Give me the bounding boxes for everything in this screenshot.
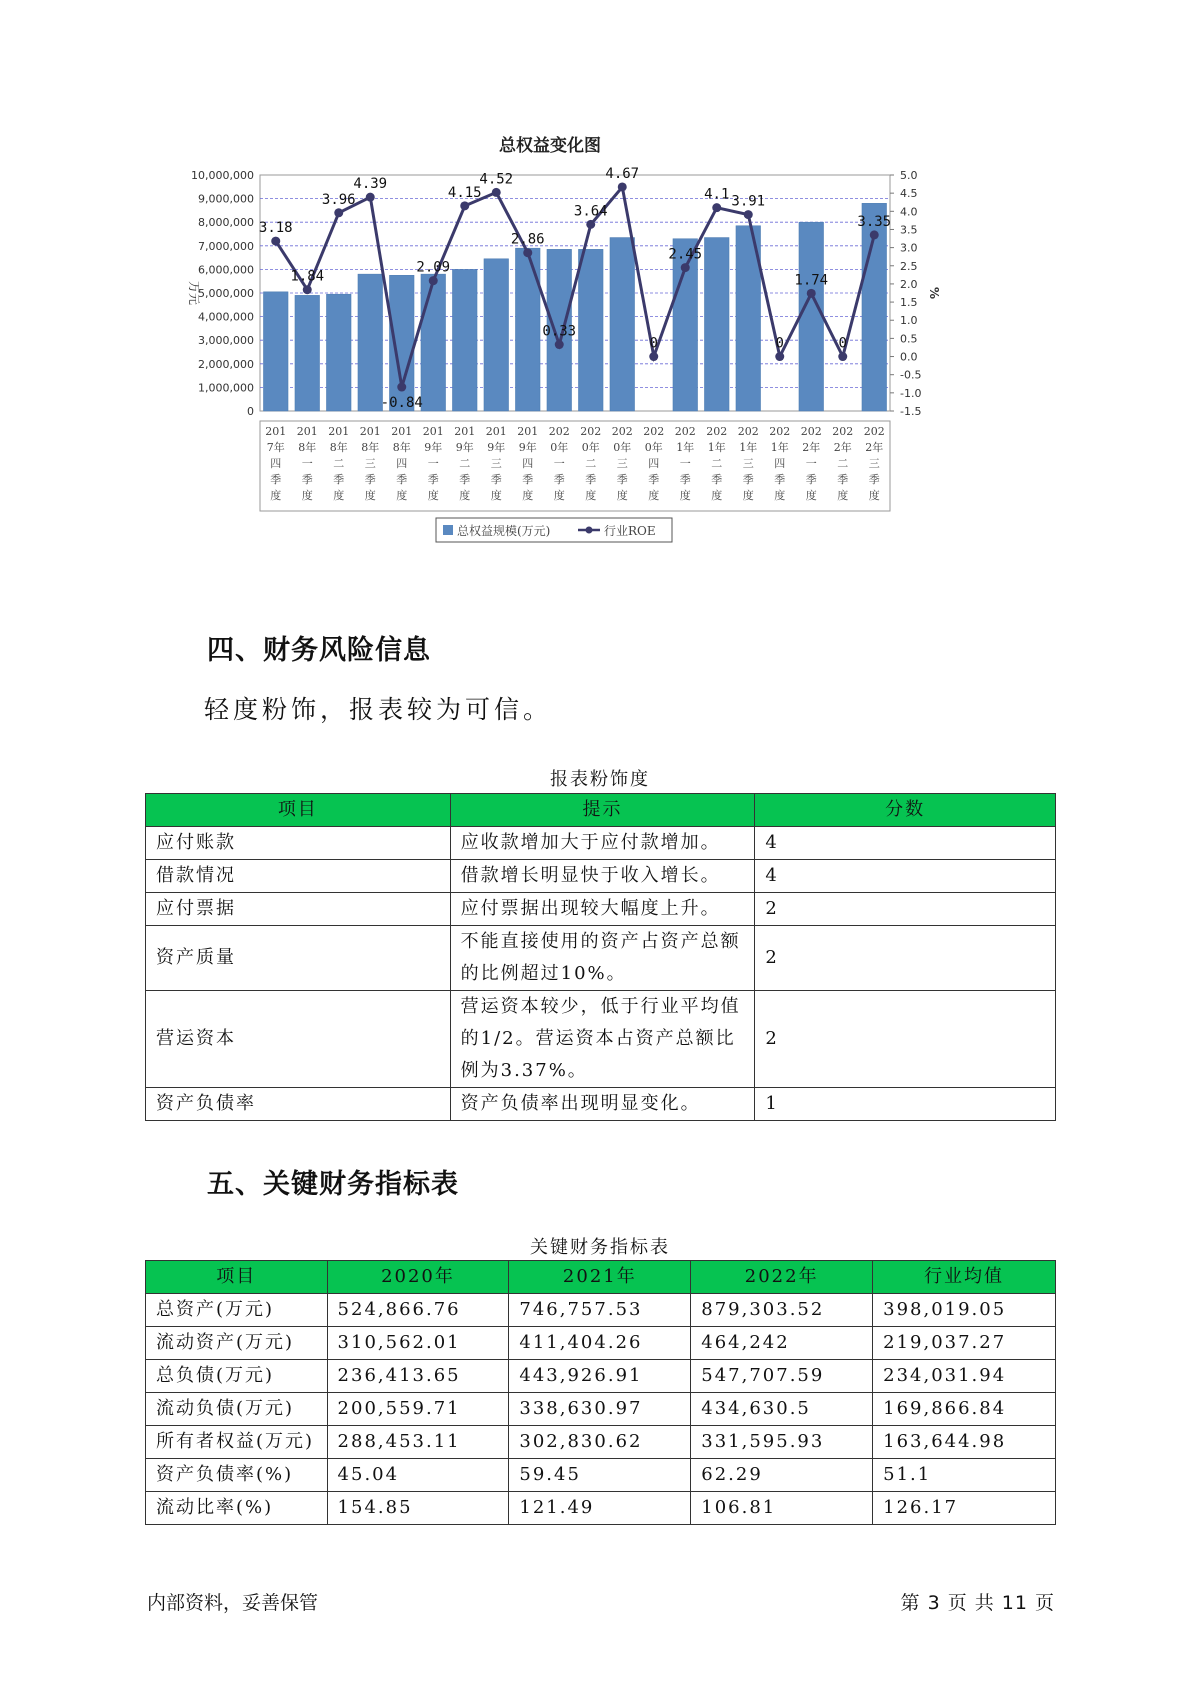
indicator-value: 121.49: [509, 1492, 691, 1525]
roe-point: [775, 352, 784, 361]
roe-point: [271, 237, 280, 246]
indicator-value: 310,562.01: [327, 1327, 509, 1360]
x-tick-label: 201 8年二季度: [328, 425, 350, 502]
risk-item: 应付票据: [146, 893, 451, 926]
x-tick-label: 201 7年四季度: [265, 425, 287, 502]
risk-hint: 营运资本较少，低于行业平均值的1/2。营运资本占资产总额比例为3.37%。: [450, 991, 755, 1088]
indicator-value: 524,866.76: [327, 1294, 509, 1327]
indicator-header: 2020年: [327, 1261, 509, 1294]
roe-data-label: 3.64: [573, 203, 608, 220]
roe-data-label: 1.84: [290, 268, 325, 285]
indicator-table-caption: 关键财务指标表: [530, 1237, 670, 1258]
table-row: [146, 926, 1056, 991]
y2-tick-label: 3.5: [900, 223, 918, 237]
roe-data-label: 0: [649, 335, 658, 352]
risk-hint: 应收款增加大于应付款增加。: [450, 827, 755, 860]
y2-tick-label: 0.5: [900, 332, 918, 346]
indicator-label: 流动负债(万元): [146, 1393, 328, 1426]
bar: [326, 294, 351, 411]
indicator-value: 443,926.91: [509, 1360, 691, 1393]
risk-score: 1: [755, 1088, 1056, 1121]
x-tick-label: 201 9年三季度: [485, 425, 507, 502]
y-tick-label: 7,000,000: [198, 239, 254, 253]
x-tick-label: 202 2年三季度: [863, 425, 885, 502]
indicator-value: 411,404.26: [509, 1327, 691, 1360]
y-tick-label: 8,000,000: [198, 216, 254, 230]
x-tick-label: 202 0年二季度: [580, 425, 602, 502]
indicator-value: 154.85: [327, 1492, 509, 1525]
indicator-value: 62.29: [691, 1459, 873, 1492]
table-row: [146, 1492, 1056, 1525]
y2-tick-label: 1.0: [900, 314, 918, 328]
table-row: [146, 1393, 1056, 1426]
footer-confidential: 内部资料，妥善保管: [147, 1592, 319, 1614]
y-tick-label: 1,000,000: [198, 381, 254, 395]
indicator-label: 资产负债率(%): [146, 1459, 328, 1492]
bar: [578, 249, 603, 411]
x-tick-label: 202 0年三季度: [611, 425, 633, 502]
section5-heading: 五、关键财务指标表: [207, 1169, 459, 1200]
indicator-header: 项目: [146, 1261, 328, 1294]
risk-score: 4: [755, 827, 1056, 860]
risk-score: 2: [755, 991, 1056, 1088]
roe-data-label: 0: [775, 335, 784, 352]
category-axis-box: [260, 421, 890, 511]
y2-tick-label: 4.5: [900, 187, 918, 201]
indicator-value: 434,630.5: [691, 1393, 873, 1426]
indicator-value: 163,644.98: [873, 1426, 1056, 1459]
bar: [704, 238, 729, 411]
table-row: [146, 860, 1056, 893]
roe-data-label: 4.39: [353, 176, 388, 193]
indicator-value: 51.1: [873, 1459, 1056, 1492]
roe-data-label: 4.52: [479, 171, 514, 188]
bar: [484, 259, 509, 411]
table-row: [146, 1459, 1056, 1492]
roe-point: [618, 182, 627, 191]
bar: [610, 238, 635, 411]
table-row: [146, 827, 1056, 860]
bar: [263, 292, 288, 411]
y-tick-label: 6,000,000: [198, 263, 254, 277]
risk-header-score: 分数: [755, 794, 1056, 827]
roe-point: [429, 276, 438, 285]
x-tick-label: 201 9年二季度: [454, 425, 476, 502]
risk-hint: 借款增长明显快于收入增长。: [450, 860, 755, 893]
table-row: [146, 893, 1056, 926]
table-row: [146, 991, 1056, 1088]
indicator-value: 331,595.93: [691, 1426, 873, 1459]
roe-data-label: 2.86: [510, 231, 545, 248]
risk-score: 2: [755, 893, 1056, 926]
x-tick-label: 201 8年三季度: [359, 425, 381, 502]
x-tick-label: 202 1年三季度: [737, 425, 759, 502]
chart-title: 总权益变化图: [499, 136, 601, 156]
indicator-value: 126.17: [873, 1492, 1056, 1525]
x-tick-label: 202 0年一季度: [548, 425, 570, 502]
y2-tick-label: -0.5: [900, 368, 922, 382]
roe-point: [555, 340, 564, 349]
indicator-value: 338,630.97: [509, 1393, 691, 1426]
indicator-table-header: [146, 1261, 1056, 1294]
table-row: [146, 1327, 1056, 1360]
indicator-value: 288,453.11: [327, 1426, 509, 1459]
roe-point: [366, 193, 375, 202]
indicator-value: 746,757.53: [509, 1294, 691, 1327]
roe-data-label: 2.09: [416, 259, 451, 276]
indicator-table: [145, 1260, 1056, 1525]
roe-data-label: 3.91: [731, 193, 766, 210]
indicator-value: 169,866.84: [873, 1393, 1056, 1426]
roe-data-label: 0: [838, 335, 847, 352]
roe-data-label: 3.35: [857, 213, 892, 230]
roe-data-label: 4.67: [605, 165, 640, 182]
bar: [358, 274, 383, 411]
table-row: [146, 1088, 1056, 1121]
y2-tick-label: 1.5: [900, 296, 918, 310]
x-tick-label: 202 0年四季度: [643, 425, 665, 502]
y2-axis-label: %: [927, 286, 941, 300]
equity-chart-svg: [170, 135, 970, 595]
indicator-value: 302,830.62: [509, 1426, 691, 1459]
y-axis-label: 万元: [187, 280, 201, 306]
roe-point: [523, 248, 532, 257]
roe-data-label: 1.74: [794, 272, 829, 289]
footer-page-number: 第 3 页 共 11 页: [900, 1592, 1055, 1614]
table-row: [146, 1294, 1056, 1327]
y2-tick-label: 2.5: [900, 259, 918, 273]
roe-data-label: 4.1: [704, 186, 730, 203]
roe-point: [744, 210, 753, 219]
risk-table-caption: 报表粉饰度: [550, 769, 650, 790]
legend-bar-label: 总权益规模(万元): [457, 524, 551, 538]
table-row: [146, 1426, 1056, 1459]
y-tick-label: 5,000,000: [198, 287, 254, 300]
risk-table: [145, 793, 1056, 1121]
indicator-label: 所有者权益(万元): [146, 1426, 328, 1459]
roe-point: [870, 230, 879, 239]
legend-line-label: 行业ROE: [604, 524, 656, 538]
x-tick-label: 202 2年一季度: [800, 425, 822, 502]
indicator-value: 59.45: [509, 1459, 691, 1492]
y2-tick-label: 3.0: [900, 241, 918, 255]
risk-hint: 应付票据出现较大幅度上升。: [450, 893, 755, 926]
x-tick-label: 202 1年四季度: [769, 425, 791, 502]
section4-heading: 四、财务风险信息: [207, 635, 431, 666]
indicator-label: 总资产(万元): [146, 1294, 328, 1327]
roe-point: [838, 352, 847, 361]
indicator-value: 106.81: [691, 1492, 873, 1525]
risk-header-item: 项目: [146, 794, 451, 827]
indicator-header: 2022年: [691, 1261, 873, 1294]
y2-tick-label: 4.0: [900, 205, 918, 219]
indicator-value: 547,707.59: [691, 1360, 873, 1393]
legend-line-marker: [586, 527, 593, 534]
risk-item: 资产负债率: [146, 1088, 451, 1121]
risk-item: 资产质量: [146, 926, 451, 991]
bar: [295, 295, 320, 411]
x-tick-label: 202 1年一季度: [674, 425, 696, 502]
bar: [421, 274, 446, 411]
indicator-value: 45.04: [327, 1459, 509, 1492]
equity-chart: [170, 135, 970, 595]
x-tick-label: 201 8年一季度: [296, 425, 318, 502]
roe-point: [303, 285, 312, 294]
x-tick-label: 201 9年一季度: [422, 425, 444, 502]
risk-score: 4: [755, 860, 1056, 893]
indicator-value: 398,019.05: [873, 1294, 1056, 1327]
risk-score: 2: [755, 926, 1056, 991]
roe-data-label: 0.33: [542, 323, 577, 340]
bar: [799, 222, 824, 411]
indicator-value: 464,242: [691, 1327, 873, 1360]
roe-data-label: 3.96: [321, 191, 356, 208]
roe-point: [712, 203, 721, 212]
indicator-header: 2021年: [509, 1261, 691, 1294]
y2-tick-label: 2.0: [900, 277, 918, 291]
roe-point: [334, 208, 343, 217]
y2-tick-label: 5.0: [900, 169, 918, 182]
y2-tick-label: -1.5: [900, 405, 922, 418]
roe-data-label: 3.18: [258, 220, 293, 237]
roe-point: [807, 289, 816, 298]
roe-point: [397, 383, 406, 392]
risk-hint: 资产负债率出现明显变化。: [450, 1088, 755, 1121]
x-tick-label: 201 9年四季度: [517, 425, 539, 502]
indicator-value: 200,559.71: [327, 1393, 509, 1426]
indicator-label: 流动资产(万元): [146, 1327, 328, 1360]
x-tick-label: 202 1年二季度: [706, 425, 728, 502]
bar: [515, 248, 540, 411]
indicator-label: 总负债(万元): [146, 1360, 328, 1393]
indicator-value: 219,037.27: [873, 1327, 1056, 1360]
x-tick-label: 202 2年二季度: [832, 425, 854, 502]
y-tick-label: 10,000,000: [191, 169, 254, 182]
y-tick-label: 9,000,000: [198, 192, 254, 206]
legend-bar-swatch: [443, 525, 453, 535]
y2-tick-label: 0.0: [900, 350, 918, 364]
y-tick-label: 2,000,000: [198, 357, 254, 371]
indicator-value: 234,031.94: [873, 1360, 1056, 1393]
indicator-label: 流动比率(%): [146, 1492, 328, 1525]
roe-point: [681, 263, 690, 272]
roe-point: [460, 201, 469, 210]
risk-header-hint: 提示: [450, 794, 755, 827]
y-tick-label: 4,000,000: [198, 310, 254, 324]
roe-point: [492, 188, 501, 197]
roe-point: [586, 220, 595, 229]
x-tick-label: 201 8年四季度: [391, 425, 413, 502]
indicator-value: 236,413.65: [327, 1360, 509, 1393]
table-row: [146, 1360, 1056, 1393]
bar: [452, 269, 477, 411]
risk-table-header: [146, 794, 1056, 827]
roe-data-label: 2.45: [668, 246, 703, 263]
risk-hint: 不能直接使用的资产占资产总额的比例超过10%。: [450, 926, 755, 991]
risk-summary: 轻度粉饰，报表较为可信。: [204, 695, 553, 724]
risk-item: 应付账款: [146, 827, 451, 860]
roe-data-label: 4.15: [447, 184, 482, 201]
indicator-header: 行业均值: [873, 1261, 1056, 1294]
y-tick-label: 3,000,000: [198, 334, 254, 348]
roe-point: [649, 352, 658, 361]
risk-item: 营运资本: [146, 991, 451, 1088]
y2-tick-label: -1.0: [900, 386, 922, 400]
indicator-value: 879,303.52: [691, 1294, 873, 1327]
roe-data-label: -0.84: [380, 395, 423, 412]
risk-item: 借款情况: [146, 860, 451, 893]
y-tick-label: 0: [247, 405, 254, 418]
